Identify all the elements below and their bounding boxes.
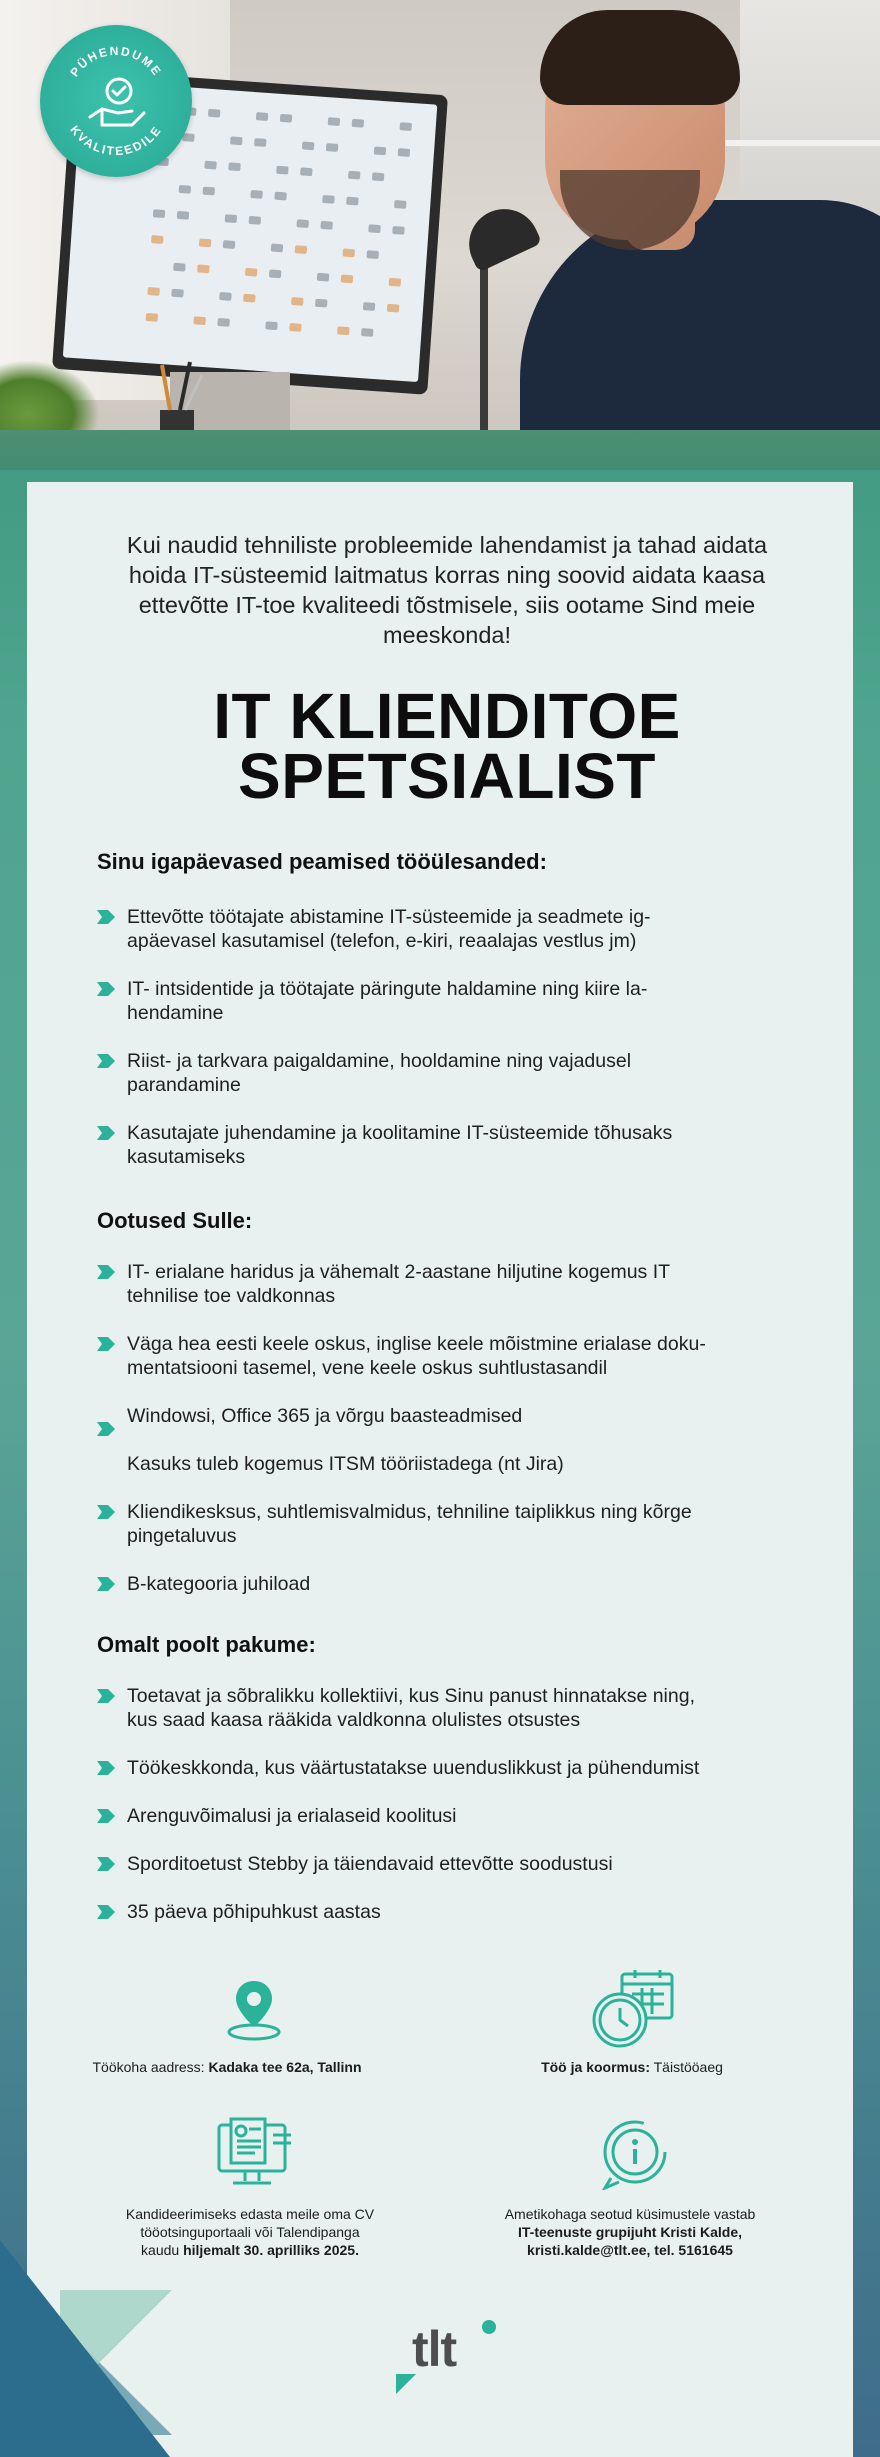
screen-cell [197,264,210,273]
chevron-bullet-icon [97,1265,115,1279]
screen-cell [151,235,164,244]
screen-cell [271,244,284,253]
screen-cell [249,216,262,225]
list-item: Windowsi, Office 365 ja võrgu baasteadmised Kasuks tuleb kogemus ITSM tööriistadega (nt Jira) [97,1404,817,1476]
screen-cell [199,238,212,247]
screen-cell [269,269,282,278]
list-item: Toetavat ja sõbralikku kollektiivi, kus Sinu panust hinnatakse ning, kus saad kaasa rääkida valdkonna olulistes otsustes [97,1684,817,1732]
list-item: 35 päeva põhipuhkust aastas [97,1900,817,1924]
logo-dot [482,2320,496,2334]
chevron-bullet-icon [97,1422,115,1436]
list-item: Väga hea eesti keele oskus, inglise keele mõistmine erialase doku- mentatsiooni tasemel, vene keele oskus suhtlustasandil [97,1332,817,1380]
offer-list [97,1684,817,1924]
chevron-bullet-icon [97,982,115,996]
screen-cell [280,114,293,123]
hero-photo [0,0,880,470]
screen-cell [295,245,308,254]
screen-cell [208,109,221,118]
apply-info: Kandideerimiseks edasta meile oma CV tööotsinguportaali või Talendipanga kaudu hiljemalt 30. aprilliks 2025. [125,2206,375,2258]
screen-cell [300,167,313,176]
screen-cell [230,136,243,145]
screen-cell [372,172,385,181]
screen-cell [346,197,359,206]
screen-cell [348,171,361,180]
intro-text: Kui naudid tehniliste probleemide lahendamist ja tahad aidata hoida IT-süsteemid laitmatus korras ning soovid aidata kaasa ettevõtte IT-toe kvaliteedi tõstmisele, siis ootame Sind meie meeskonda! [126,532,768,648]
screen-cell [291,297,304,306]
chevron-bullet-icon [97,1505,115,1519]
screen-cell [173,263,186,272]
screen-cell [389,278,402,287]
tlt-logo: tlt [392,2312,502,2402]
screen-cell [256,112,269,121]
screen-cell [398,148,411,157]
job-title [97,680,797,812]
chevron-bullet-icon [97,1905,115,1919]
list-item: IT- intsidentide ja töötajate päringute haldamine ning kiire la- hendamine [97,977,817,1025]
screen-cell [374,146,387,155]
screen-cell [219,292,232,301]
expectations-section [97,1208,817,1596]
chevron-bullet-icon [97,1809,115,1823]
screen-cell [217,318,230,327]
desk [0,430,880,470]
shelf-board [720,140,880,146]
screen-cell [341,274,354,283]
workload-info: Töö ja koormus: Täistööaeg [541,2059,723,2075]
screen-cell [274,192,287,201]
screen-cell [302,141,315,150]
screen-cell [193,316,206,325]
chevron-bullet-icon [97,1577,115,1591]
screen-cell [337,326,350,335]
badge-top-text: PÜHENDUME [67,43,165,80]
screen-cell [153,209,166,218]
list-item: Riist- ja tarkvara paigaldamine, hooldamine ning vajadusel parandamine [97,1049,817,1097]
screen-cell [179,185,192,194]
screen-cell [322,195,335,204]
chevron-bullet-icon [97,910,115,924]
lamp [458,198,543,273]
list-item: Sporditoetust Stebby ja täiendavaid ettevõtte soodustusi [97,1852,817,1876]
decor-triangle [0,2240,170,2457]
screen-cell [289,323,302,332]
clock-calendar-icon [590,1968,678,2050]
logo-accent [396,2374,416,2394]
screen-cell [296,219,309,228]
screen-cell [225,214,238,223]
cv-monitor-icon [215,2117,295,2193]
screen-cell [147,287,160,296]
list-item: IT- erialane haridus ja vähemalt 2-aastane hiljutine kogemus IT tehnilise toe valdkonnas [97,1260,817,1308]
screen-cell [392,226,405,235]
screen-cell [177,211,190,220]
quality-badge [40,25,192,177]
screen-cell [202,187,215,196]
screen-cell [223,240,236,249]
screen-cell [363,302,376,311]
chevron-bullet-icon [97,1126,115,1140]
person-hair [540,10,740,105]
screen-cell [366,250,379,259]
list-item: Arenguvõimalusi ja erialaseid koolitusi [97,1804,817,1828]
job-title-line2: SPETSIALIST [238,740,656,812]
screen-cell [320,221,333,230]
list-item: Kliendikesksus, suhtlemisvalmidus, tehniline taiplikkus ning kõrge pingetaluvus [97,1500,817,1548]
screen-cell [317,273,330,282]
hand-checkmark-icon [90,79,144,125]
screen-cell [276,166,289,175]
screen-cell [399,122,412,131]
duties-section [97,849,817,1169]
offer-heading: Omalt poolt pakume: [97,1632,316,1657]
screen-cell [328,117,341,126]
screen-cell [315,299,328,308]
screen-cell [387,304,400,313]
info-chat-icon [597,2118,673,2190]
duties-list [97,905,817,1169]
screen-cell [343,249,356,258]
chevron-bullet-icon [97,1761,115,1775]
screen-cell [394,200,407,209]
screen-cell [245,268,258,277]
job-ad-card [27,482,853,2457]
job-title-line1: IT KLIENDITOE [213,680,681,752]
chevron-bullet-icon [97,1689,115,1703]
list-item: Kasutajate juhendamine ja koolitamine IT-süsteemide tõhusaks kasutamiseks [97,1121,817,1169]
screen-cell [368,224,381,233]
screen-cell [204,161,217,170]
badge-bottom-text: KVALITEEDILE [67,122,165,159]
list-item: B-kategooria juhiload [97,1572,817,1596]
address-info: Töökoha aadress: Kadaka tee 62a, Tallinn [92,2059,362,2075]
screen-cell [243,294,256,303]
duties-heading: Sinu igapäevased peamised tööülesanded: [97,849,547,874]
location-pin-icon [226,1977,282,2041]
offer-section [97,1632,817,1924]
expectations-heading: Ootused Sulle: [97,1208,253,1233]
screen-cell [228,162,241,171]
chevron-bullet-icon [97,1337,115,1351]
chevron-bullet-icon [97,1054,115,1068]
screen-cell [254,138,267,147]
screen-cell [250,190,263,199]
contact-info: Ametikohaga seotud küsimustele vastab IT-teenuste grupijuht Kristi Kalde, kristi.kalde@tlt.ee, tel. 5161645 [504,2206,756,2258]
screen-cell [361,328,374,337]
screen-cell [326,143,339,152]
lamp-arm [480,250,488,440]
chevron-bullet-icon [97,1857,115,1871]
expectations-list [97,1260,817,1596]
screen-cell [265,321,278,330]
screen-cell [146,313,159,322]
list-item: Töökeskkonda, kus väärtustatakse uuenduslikkust ja pühendumist [97,1756,817,1780]
screen-cell [171,289,184,298]
screen-cell [352,119,365,128]
list-item: Ettevõtte töötajate abistamine IT-süsteemide ja seadmete ig- apäevasel kasutamisel (telefon, e-kiri, reaalajas vestlus jm) [97,905,817,953]
